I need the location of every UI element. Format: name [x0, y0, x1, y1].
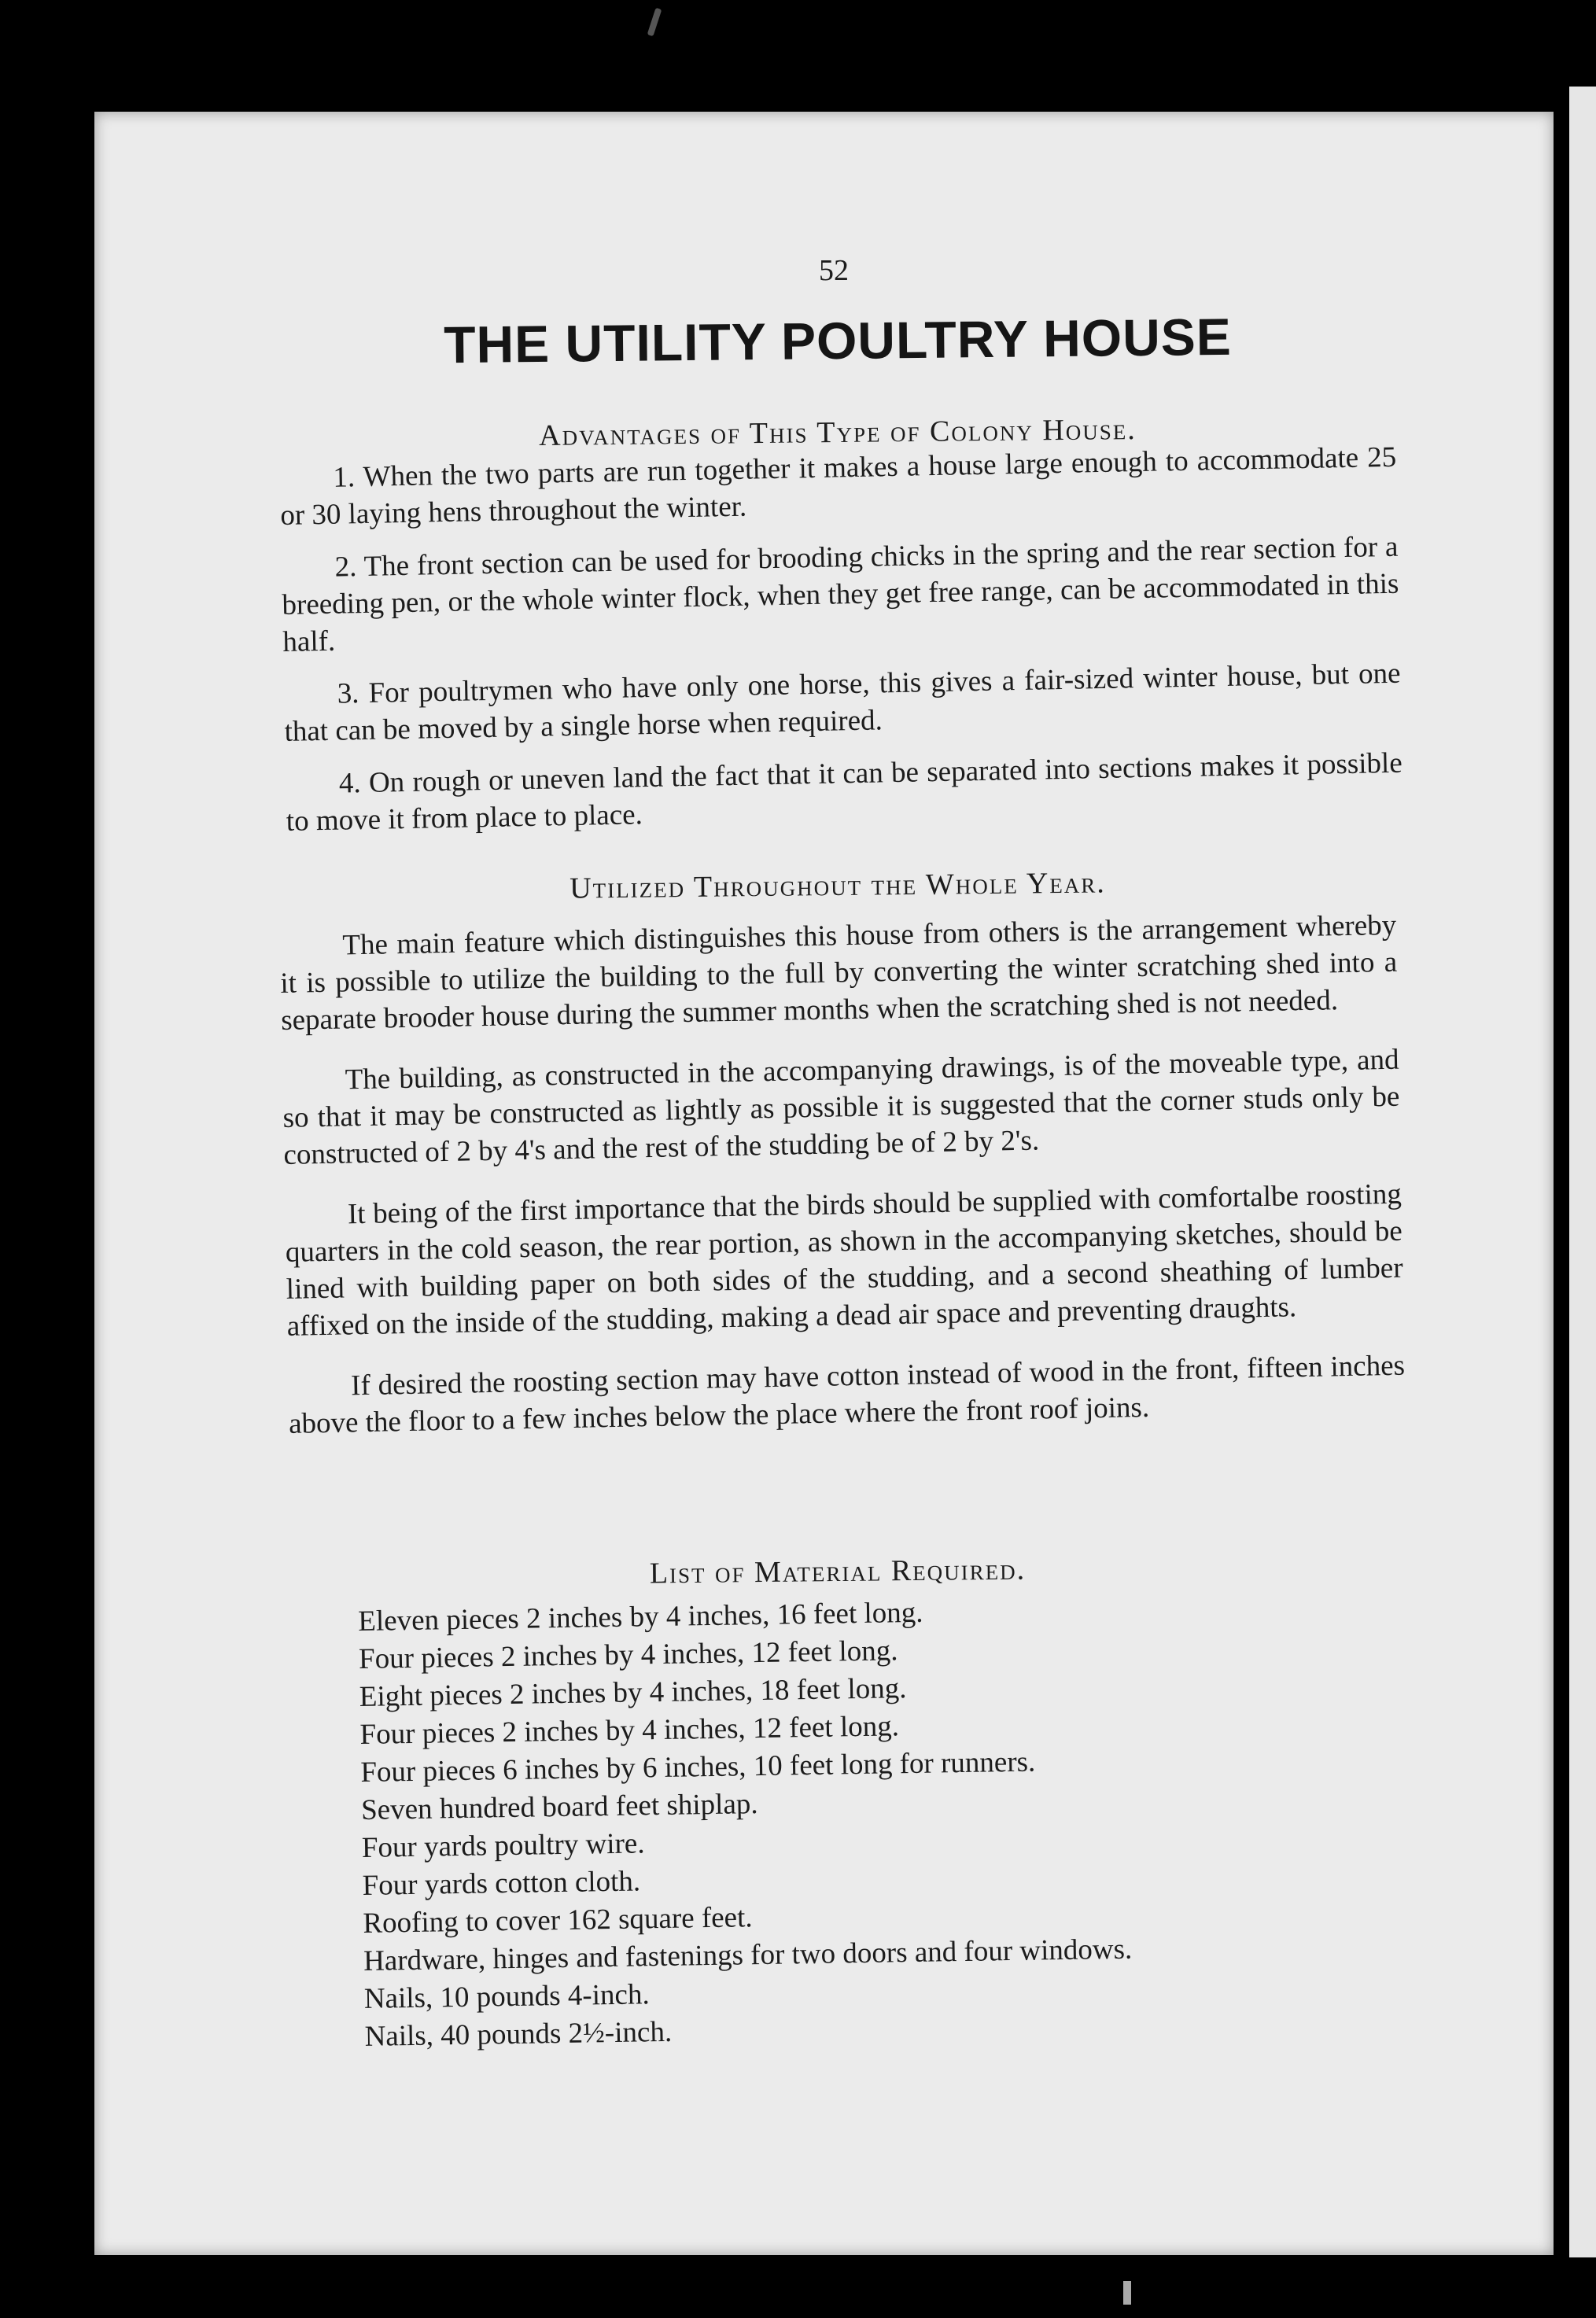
material-item: Eleven pieces 2 inches by 4 inches, 16 feet long.: [358, 1596, 923, 1638]
adjacent-page-edge: [1569, 87, 1596, 2257]
advantage-item: 1. When the two parts are run together it makes a house large enough to accommodate 25 or 30 laying hens throughout the winter.: [279, 440, 1397, 532]
material-item: Four yards cotton cloth.: [362, 1865, 641, 1902]
material-list: [358, 1587, 1388, 2056]
body-paragraph: If desired the roosting section may have cotton instead of wood in the front, fifteen inches above the floor to a few inches below the place where the front roof joins.: [288, 1349, 1406, 1440]
material-item: Four pieces 2 inches by 4 inches, 12 feet long.: [358, 1634, 898, 1675]
body-paragraph: The building, as constructed in the accompanying drawings, is of the moveable type, and so that it may be constructed as lightly as possible it is suggested that the corner studs only be constructed of 2 by 4's and the rest of the studding be of 2 by 2's.: [282, 1043, 1400, 1171]
body-paragraph: The main feature which distinguishes this house from others is the arrangement whereby it is possible to utilize the building to the full by converting the winter scratching shed into a separate brooder house during the summer months when the scratching shed is not needed.: [279, 908, 1398, 1037]
advantages-list: [279, 439, 1403, 856]
material-item: Seven hundred board feet shiplap.: [360, 1788, 758, 1826]
material-item: Nails, 40 pounds 2½-inch.: [364, 2015, 673, 2053]
advantage-item: 3. For poultrymen who have only one horse, this gives a fair-sized winter house, but one that can be moved by a single horse when required.: [284, 657, 1401, 748]
section-heading-advantages: Advantages of This Type of Colony House.: [538, 413, 1137, 452]
scan-mark: [1123, 2281, 1131, 2305]
material-item: Nails, 10 pounds 4-inch.: [363, 1978, 650, 2015]
page-title: THE UTILITY POULTRY HOUSE: [443, 307, 1233, 374]
material-item: Four pieces 6 inches by 6 inches, 10 feet long for runners.: [360, 1745, 1036, 1789]
advantage-item: 4. On rough or uneven land the fact that it can be separated into sections makes it possible to move it from place to place.: [286, 746, 1403, 838]
advantage-item: 2. The front section can be used for brooding chicks in the spring and the rear section for a breeding pen, or the whole winter flock, when they get free range, can be accommodated in this half.: [282, 530, 1399, 658]
material-item: Eight pieces 2 inches by 4 inches, 18 feet long.: [359, 1672, 907, 1713]
page-number: 52: [819, 254, 849, 287]
body-paragraph: It being of the first importance that the birds should be supplied with comfortalbe roosting quarters in the cold season, the rear portion, as shown in the accompanying sketches, should be lined with building paper on both sides of the studding, and a second sheathing of lumber affixed on the inside of the studding, making a dead air space and preventing draughts.: [285, 1177, 1403, 1343]
material-item: Four pieces 2 inches by 4 inches, 12 feet long.: [359, 1710, 900, 1751]
scan-mark: [647, 8, 662, 37]
section-heading-materials: List of Material Required.: [649, 1553, 1027, 1590]
material-item: Hardware, hinges and fastenings for two doors and four windows.: [363, 1933, 1133, 1977]
section-heading-utilized: Utilized Throughout the Whole Year.: [569, 866, 1106, 905]
utilized-paragraphs: [279, 907, 1406, 1466]
material-item: Four yards poultry wire.: [361, 1827, 645, 1864]
material-item: Roofing to cover 162 square feet.: [363, 1901, 753, 1940]
